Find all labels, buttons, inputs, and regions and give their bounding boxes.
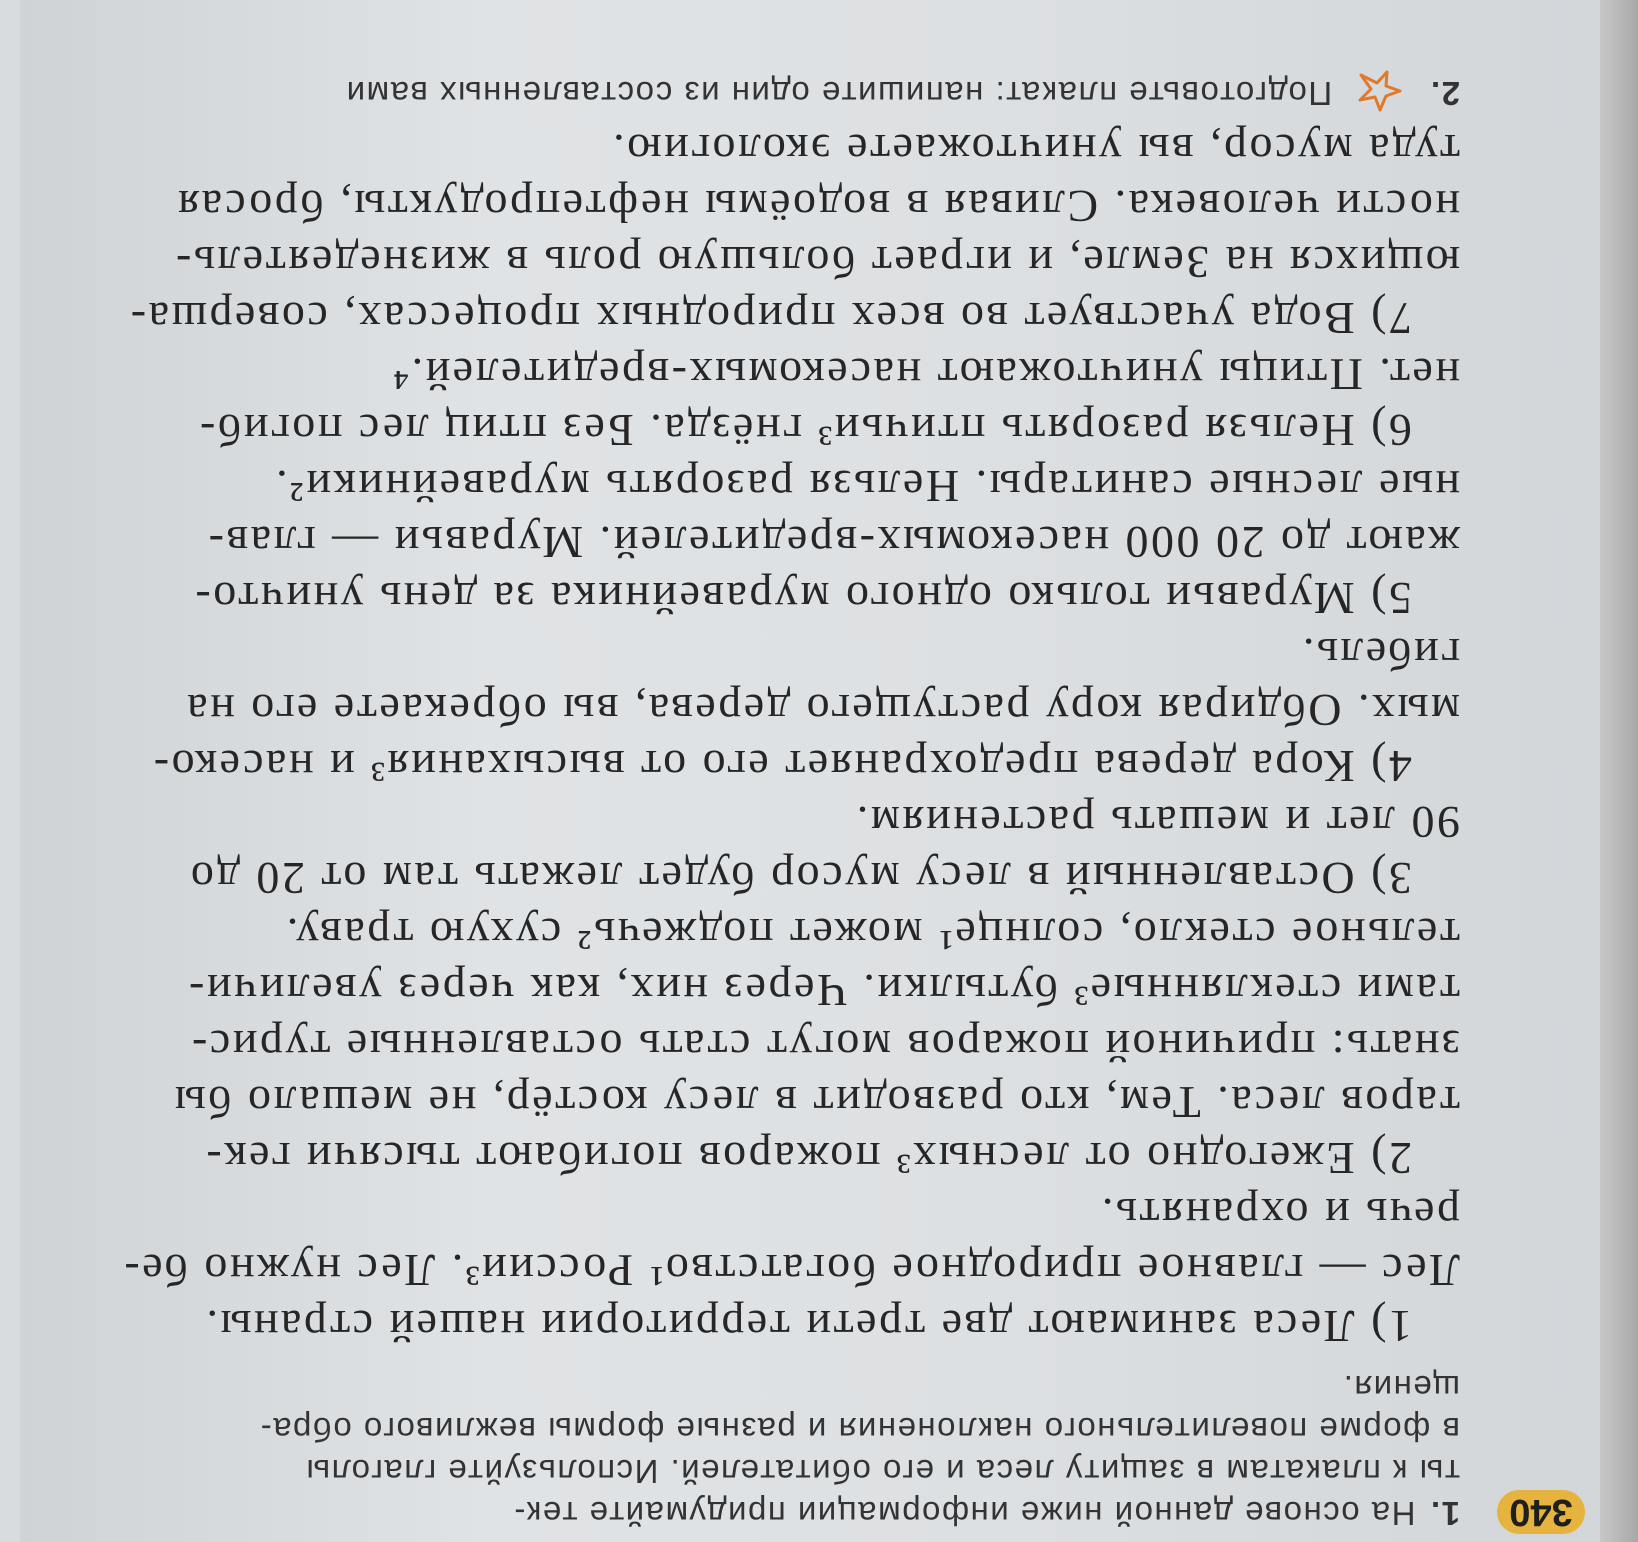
fact-line: 4) Кора дерева предохраняет его от высыхания³ и насеко- <box>151 741 1412 792</box>
task-1-line: ты к плакатам в защиту леса и его обитателей. Используйте глаголы <box>304 1453 1460 1490</box>
fact-line: таров леса. Тем, кто разводит в лесу костёр, не мешало бы <box>172 1077 1460 1128</box>
exercise-number-badge: 340 <box>1497 1490 1585 1534</box>
fact-line: речь и охранять. <box>1099 1189 1460 1240</box>
fact-line: 5) Муравьи только одного муравейника за день уничто- <box>192 573 1412 624</box>
task-1-line <box>80 1492 1460 1534</box>
fact-item-1 <box>80 1186 1460 1354</box>
task-2-text: Подготовьте плакат: напишите один из составленных вами <box>345 75 1333 112</box>
fact-line: 90 лет и мешать растениям. <box>854 797 1460 848</box>
fact-line: ющихся на Земле, и играет большую роль в жизнедеятель- <box>173 237 1460 288</box>
task-2-number: 2. <box>1429 75 1460 112</box>
fact-line: тами стеклянные³ бутылки. Через них, как через увеличи- <box>186 965 1460 1016</box>
fact-item-7 <box>80 122 1460 346</box>
fact-item-4 <box>80 626 1460 794</box>
task-1-line: в форме повелительного наклонения и разные формы вежливого обра- <box>259 1411 1460 1448</box>
fact-line: жают до 20 000 насекомых-вредителей. Муравьи — глав- <box>206 517 1460 568</box>
fact-line: ности человека. Сливая в водоёмы нефтепродукты, бросая <box>175 181 1460 232</box>
fact-line: 7) Вода участвует во всех природных процессах, соверша- <box>128 293 1412 344</box>
fact-line: нет. Птицы уничтожают насекомых-вредителей.⁴ <box>390 349 1460 400</box>
fact-item-3 <box>80 794 1460 906</box>
fact-line: знать: причиной пожаров могут стать оставленные турис- <box>189 1021 1460 1072</box>
fact-line: туда мусор, вы уничтожаете экологию. <box>610 125 1460 176</box>
fact-item-6 <box>80 346 1460 458</box>
background-edge <box>1598 0 1638 1542</box>
star-icon <box>1355 69 1405 113</box>
facts-list <box>80 122 1460 1354</box>
task-2-instructions <box>80 69 1460 114</box>
task-1-number: 1. <box>1429 1495 1460 1532</box>
fact-line: ные лесные санитары. Нельзя разорять муравейники². <box>273 461 1460 512</box>
fact-line: мых. Обдирая кору растущего дерева, вы обрекаете его на <box>184 685 1460 736</box>
fact-line: 2) Ежегодно от лесных³ пожаров погибают тысячи гек- <box>203 1133 1412 1184</box>
fact-item-5 <box>80 458 1460 626</box>
fact-line: тельное стекло, солнце¹ может поджечь² сухую траву. <box>284 909 1460 960</box>
textbook-page-rotated <box>20 0 1600 1542</box>
fact-item-2 <box>80 906 1460 1186</box>
fact-line: 1) Леса занимают две трети территории нашей страны. <box>203 1301 1412 1352</box>
fact-line: Лес — главное природное богатство¹ России³. Лес нужно бе- <box>121 1245 1460 1296</box>
task-1-line: щения. <box>1342 1369 1460 1406</box>
fact-line: 6) Нельзя разорять птичьи³ гнёзда. Без птиц лес погиб- <box>197 405 1412 456</box>
task-1-instructions <box>80 1366 1573 1534</box>
fact-line: 3) Оставленный в лесу мусор будет лежать там от 20 до <box>188 853 1412 904</box>
task-1-line-text: На основе данной ниже информации придумайте тек- <box>512 1495 1416 1532</box>
fact-line: гибель. <box>1300 629 1460 680</box>
page-content <box>80 69 1573 1534</box>
